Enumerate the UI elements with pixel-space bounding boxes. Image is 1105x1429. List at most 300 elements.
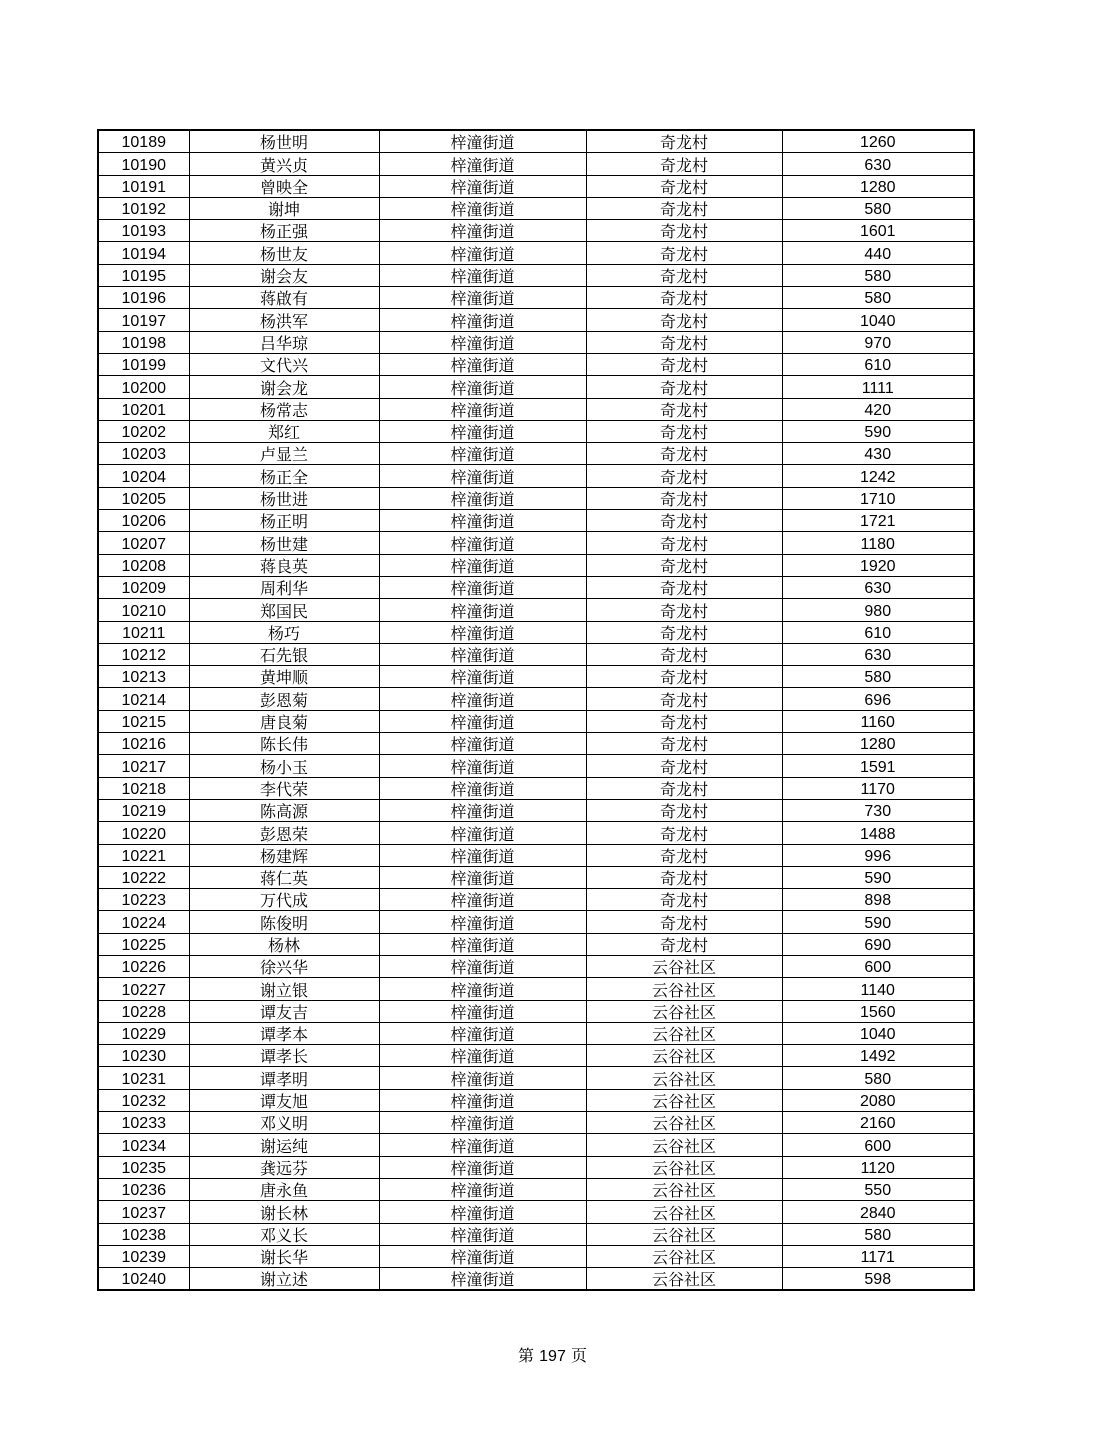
street-cell: 梓潼街道 (379, 443, 586, 465)
amount-cell: 600 (782, 1134, 974, 1156)
table-row (98, 799, 974, 821)
street-cell: 梓潼街道 (379, 1245, 586, 1267)
name-cell: 谭友旭 (189, 1089, 379, 1111)
table-row (98, 175, 974, 197)
street-cell: 梓潼街道 (379, 1268, 586, 1291)
name-cell: 杨世进 (189, 487, 379, 509)
street-cell: 梓潼街道 (379, 554, 586, 576)
id-cell: 10204 (98, 465, 189, 487)
name-cell: 杨建辉 (189, 844, 379, 866)
street-cell: 梓潼街道 (379, 130, 586, 153)
table-row (98, 1134, 974, 1156)
street-cell: 梓潼街道 (379, 599, 586, 621)
amount-cell: 1721 (782, 510, 974, 532)
table-row (98, 933, 974, 955)
amount-cell: 590 (782, 866, 974, 888)
table-row (98, 309, 974, 331)
table-row (98, 733, 974, 755)
amount-cell: 1170 (782, 777, 974, 799)
name-cell: 谭友吉 (189, 1000, 379, 1022)
amount-cell: 1591 (782, 755, 974, 777)
table-row (98, 621, 974, 643)
village-cell: 奇龙村 (586, 799, 782, 821)
village-cell: 奇龙村 (586, 376, 782, 398)
village-cell: 奇龙村 (586, 264, 782, 286)
street-cell: 梓潼街道 (379, 175, 586, 197)
id-cell: 10200 (98, 376, 189, 398)
table-row (98, 1156, 974, 1178)
street-cell: 梓潼街道 (379, 331, 586, 353)
name-cell: 郑国民 (189, 599, 379, 621)
village-cell: 奇龙村 (586, 487, 782, 509)
street-cell: 梓潼街道 (379, 955, 586, 977)
name-cell: 唐永鱼 (189, 1178, 379, 1200)
street-cell: 梓潼街道 (379, 978, 586, 1000)
table-row (98, 1112, 974, 1134)
amount-cell: 898 (782, 889, 974, 911)
street-cell: 梓潼街道 (379, 710, 586, 732)
amount-cell: 1492 (782, 1045, 974, 1067)
village-cell: 奇龙村 (586, 153, 782, 175)
name-cell: 卢显兰 (189, 443, 379, 465)
name-cell: 蒋啟有 (189, 287, 379, 309)
street-cell: 梓潼街道 (379, 1201, 586, 1223)
village-cell: 奇龙村 (586, 532, 782, 554)
table-row (98, 755, 974, 777)
village-cell: 奇龙村 (586, 576, 782, 598)
table-row (98, 688, 974, 710)
id-cell: 10199 (98, 353, 189, 375)
amount-cell: 630 (782, 153, 974, 175)
table-row (98, 420, 974, 442)
amount-cell: 590 (782, 420, 974, 442)
street-cell: 梓潼街道 (379, 1067, 586, 1089)
id-cell: 10210 (98, 599, 189, 621)
id-cell: 10237 (98, 1201, 189, 1223)
amount-cell: 610 (782, 353, 974, 375)
village-cell: 云谷社区 (586, 1134, 782, 1156)
table-row (98, 487, 974, 509)
id-cell: 10207 (98, 532, 189, 554)
street-cell: 梓潼街道 (379, 777, 586, 799)
table-row (98, 376, 974, 398)
name-cell: 彭恩菊 (189, 688, 379, 710)
village-cell: 奇龙村 (586, 287, 782, 309)
id-cell: 10213 (98, 666, 189, 688)
name-cell: 万代成 (189, 889, 379, 911)
table-row (98, 353, 974, 375)
street-cell: 梓潼街道 (379, 1045, 586, 1067)
name-cell: 杨常志 (189, 398, 379, 420)
amount-cell: 696 (782, 688, 974, 710)
street-cell: 梓潼街道 (379, 287, 586, 309)
id-cell: 10209 (98, 576, 189, 598)
name-cell: 谢立述 (189, 1268, 379, 1291)
street-cell: 梓潼街道 (379, 510, 586, 532)
id-cell: 10231 (98, 1067, 189, 1089)
table-row (98, 1022, 974, 1044)
amount-cell: 580 (782, 197, 974, 219)
amount-cell: 580 (782, 1223, 974, 1245)
table-row (98, 153, 974, 175)
amount-cell: 430 (782, 443, 974, 465)
amount-cell: 1180 (782, 532, 974, 554)
street-cell: 梓潼街道 (379, 889, 586, 911)
amount-cell: 1120 (782, 1156, 974, 1178)
amount-cell: 980 (782, 599, 974, 621)
amount-cell: 1488 (782, 822, 974, 844)
name-cell: 谭孝长 (189, 1045, 379, 1067)
amount-cell: 1171 (782, 1245, 974, 1267)
amount-cell: 1280 (782, 175, 974, 197)
name-cell: 吕华琼 (189, 331, 379, 353)
table-row (98, 264, 974, 286)
village-cell: 奇龙村 (586, 510, 782, 532)
amount-cell: 600 (782, 955, 974, 977)
street-cell: 梓潼街道 (379, 376, 586, 398)
name-cell: 郑红 (189, 420, 379, 442)
page-number: 197 (539, 1348, 566, 1365)
id-cell: 10191 (98, 175, 189, 197)
id-cell: 10229 (98, 1022, 189, 1044)
name-cell: 谢坤 (189, 197, 379, 219)
village-cell: 奇龙村 (586, 175, 782, 197)
table-row (98, 220, 974, 242)
table-row (98, 443, 974, 465)
street-cell: 梓潼街道 (379, 420, 586, 442)
amount-cell: 580 (782, 1067, 974, 1089)
name-cell: 谢长华 (189, 1245, 379, 1267)
street-cell: 梓潼街道 (379, 844, 586, 866)
street-cell: 梓潼街道 (379, 688, 586, 710)
amount-cell: 630 (782, 643, 974, 665)
street-cell: 梓潼街道 (379, 933, 586, 955)
id-cell: 10201 (98, 398, 189, 420)
amount-cell: 1710 (782, 487, 974, 509)
amount-cell: 1601 (782, 220, 974, 242)
street-cell: 梓潼街道 (379, 1089, 586, 1111)
amount-cell: 550 (782, 1178, 974, 1200)
street-cell: 梓潼街道 (379, 465, 586, 487)
name-cell: 杨正全 (189, 465, 379, 487)
street-cell: 梓潼街道 (379, 1000, 586, 1022)
name-cell: 陈长伟 (189, 733, 379, 755)
amount-cell: 1140 (782, 978, 974, 1000)
table-row (98, 331, 974, 353)
id-cell: 10190 (98, 153, 189, 175)
id-cell: 10195 (98, 264, 189, 286)
amount-cell: 1040 (782, 309, 974, 331)
amount-cell: 580 (782, 287, 974, 309)
table-row (98, 599, 974, 621)
name-cell: 石先银 (189, 643, 379, 665)
amount-cell: 690 (782, 933, 974, 955)
street-cell: 梓潼街道 (379, 353, 586, 375)
name-cell: 唐良菊 (189, 710, 379, 732)
amount-cell: 2160 (782, 1112, 974, 1134)
amount-cell: 1920 (782, 554, 974, 576)
id-cell: 10206 (98, 510, 189, 532)
id-cell: 10192 (98, 197, 189, 219)
village-cell: 云谷社区 (586, 1000, 782, 1022)
street-cell: 梓潼街道 (379, 153, 586, 175)
village-cell: 奇龙村 (586, 309, 782, 331)
name-cell: 邓义明 (189, 1112, 379, 1134)
table-row (98, 1223, 974, 1245)
table-row (98, 1067, 974, 1089)
village-cell: 奇龙村 (586, 220, 782, 242)
street-cell: 梓潼街道 (379, 799, 586, 821)
id-cell: 10226 (98, 955, 189, 977)
village-cell: 云谷社区 (586, 1089, 782, 1111)
name-cell: 蒋仁英 (189, 866, 379, 888)
village-cell: 云谷社区 (586, 1268, 782, 1291)
village-cell: 奇龙村 (586, 666, 782, 688)
table-row (98, 777, 974, 799)
id-cell: 10194 (98, 242, 189, 264)
village-cell: 奇龙村 (586, 777, 782, 799)
table-row (98, 1268, 974, 1291)
footer-suffix: 页 (570, 1346, 587, 1365)
id-cell: 10189 (98, 130, 189, 153)
name-cell: 谭孝本 (189, 1022, 379, 1044)
amount-cell: 598 (782, 1268, 974, 1291)
id-cell: 10235 (98, 1156, 189, 1178)
name-cell: 黄兴贞 (189, 153, 379, 175)
id-cell: 10212 (98, 643, 189, 665)
id-cell: 10203 (98, 443, 189, 465)
name-cell: 谢会龙 (189, 376, 379, 398)
street-cell: 梓潼街道 (379, 1178, 586, 1200)
name-cell: 邓义长 (189, 1223, 379, 1245)
id-cell: 10238 (98, 1223, 189, 1245)
name-cell: 杨世友 (189, 242, 379, 264)
street-cell: 梓潼街道 (379, 487, 586, 509)
amount-cell: 996 (782, 844, 974, 866)
village-cell: 奇龙村 (586, 420, 782, 442)
village-cell: 奇龙村 (586, 331, 782, 353)
id-cell: 10211 (98, 621, 189, 643)
amount-cell: 2840 (782, 1201, 974, 1223)
village-cell: 奇龙村 (586, 353, 782, 375)
table-row (98, 866, 974, 888)
table-row (98, 197, 974, 219)
amount-cell: 610 (782, 621, 974, 643)
name-cell: 杨巧 (189, 621, 379, 643)
street-cell: 梓潼街道 (379, 621, 586, 643)
id-cell: 10230 (98, 1045, 189, 1067)
name-cell: 周利华 (189, 576, 379, 598)
name-cell: 谢长林 (189, 1201, 379, 1223)
name-cell: 谢会友 (189, 264, 379, 286)
street-cell: 梓潼街道 (379, 576, 586, 598)
id-cell: 10221 (98, 844, 189, 866)
street-cell: 梓潼街道 (379, 242, 586, 264)
id-cell: 10240 (98, 1268, 189, 1291)
street-cell: 梓潼街道 (379, 1134, 586, 1156)
name-cell: 杨正强 (189, 220, 379, 242)
village-cell: 奇龙村 (586, 443, 782, 465)
table-row (98, 242, 974, 264)
id-cell: 10227 (98, 978, 189, 1000)
village-cell: 奇龙村 (586, 733, 782, 755)
amount-cell: 1040 (782, 1022, 974, 1044)
village-cell: 奇龙村 (586, 710, 782, 732)
village-cell: 云谷社区 (586, 955, 782, 977)
id-cell: 10222 (98, 866, 189, 888)
name-cell: 黄坤顺 (189, 666, 379, 688)
village-cell: 奇龙村 (586, 465, 782, 487)
village-cell: 奇龙村 (586, 844, 782, 866)
street-cell: 梓潼街道 (379, 755, 586, 777)
name-cell: 谢运纯 (189, 1134, 379, 1156)
data-table (97, 129, 975, 1291)
village-cell: 奇龙村 (586, 554, 782, 576)
village-cell: 奇龙村 (586, 197, 782, 219)
id-cell: 10236 (98, 1178, 189, 1200)
street-cell: 梓潼街道 (379, 911, 586, 933)
name-cell: 蒋良英 (189, 554, 379, 576)
table-body (98, 130, 974, 1290)
village-cell: 云谷社区 (586, 1067, 782, 1089)
village-cell: 奇龙村 (586, 911, 782, 933)
id-cell: 10208 (98, 554, 189, 576)
table-row (98, 955, 974, 977)
village-cell: 奇龙村 (586, 933, 782, 955)
table-row (98, 710, 974, 732)
amount-cell: 630 (782, 576, 974, 598)
id-cell: 10234 (98, 1134, 189, 1156)
table-row (98, 844, 974, 866)
id-cell: 10217 (98, 755, 189, 777)
id-cell: 10198 (98, 331, 189, 353)
table-row (98, 465, 974, 487)
name-cell: 曾映全 (189, 175, 379, 197)
table-row (98, 666, 974, 688)
name-cell: 陈高源 (189, 799, 379, 821)
amount-cell: 580 (782, 264, 974, 286)
id-cell: 10215 (98, 710, 189, 732)
street-cell: 梓潼街道 (379, 733, 586, 755)
amount-cell: 730 (782, 799, 974, 821)
id-cell: 10219 (98, 799, 189, 821)
street-cell: 梓潼街道 (379, 1223, 586, 1245)
village-cell: 云谷社区 (586, 1022, 782, 1044)
amount-cell: 1260 (782, 130, 974, 153)
id-cell: 10218 (98, 777, 189, 799)
amount-cell: 1111 (782, 376, 974, 398)
table-row (98, 532, 974, 554)
id-cell: 10202 (98, 420, 189, 442)
name-cell: 杨小玉 (189, 755, 379, 777)
table-row (98, 1000, 974, 1022)
village-cell: 奇龙村 (586, 130, 782, 153)
street-cell: 梓潼街道 (379, 309, 586, 331)
amount-cell: 580 (782, 666, 974, 688)
village-cell: 云谷社区 (586, 1112, 782, 1134)
amount-cell: 440 (782, 242, 974, 264)
name-cell: 杨正明 (189, 510, 379, 532)
village-cell: 云谷社区 (586, 1223, 782, 1245)
table-row (98, 643, 974, 665)
name-cell: 彭恩荣 (189, 822, 379, 844)
table-row (98, 398, 974, 420)
street-cell: 梓潼街道 (379, 643, 586, 665)
id-cell: 10205 (98, 487, 189, 509)
name-cell: 杨世明 (189, 130, 379, 153)
page-footer (0, 1343, 1105, 1366)
street-cell: 梓潼街道 (379, 866, 586, 888)
street-cell: 梓潼街道 (379, 1022, 586, 1044)
street-cell: 梓潼街道 (379, 1156, 586, 1178)
street-cell: 梓潼街道 (379, 532, 586, 554)
amount-cell: 1560 (782, 1000, 974, 1022)
village-cell: 云谷社区 (586, 978, 782, 1000)
table-row (98, 554, 974, 576)
village-cell: 奇龙村 (586, 398, 782, 420)
id-cell: 10233 (98, 1112, 189, 1134)
name-cell: 徐兴华 (189, 955, 379, 977)
amount-cell: 420 (782, 398, 974, 420)
village-cell: 奇龙村 (586, 755, 782, 777)
street-cell: 梓潼街道 (379, 666, 586, 688)
amount-cell: 1160 (782, 710, 974, 732)
village-cell: 云谷社区 (586, 1045, 782, 1067)
street-cell: 梓潼街道 (379, 822, 586, 844)
village-cell: 奇龙村 (586, 643, 782, 665)
table-row (98, 287, 974, 309)
table-row (98, 1089, 974, 1111)
id-cell: 10220 (98, 822, 189, 844)
name-cell: 龚远芬 (189, 1156, 379, 1178)
village-cell: 奇龙村 (586, 599, 782, 621)
village-cell: 云谷社区 (586, 1156, 782, 1178)
name-cell: 陈俊明 (189, 911, 379, 933)
table-row (98, 911, 974, 933)
amount-cell: 2080 (782, 1089, 974, 1111)
id-cell: 10223 (98, 889, 189, 911)
table-row (98, 889, 974, 911)
street-cell: 梓潼街道 (379, 264, 586, 286)
amount-cell: 970 (782, 331, 974, 353)
amount-cell: 590 (782, 911, 974, 933)
village-cell: 云谷社区 (586, 1178, 782, 1200)
table-row (98, 1178, 974, 1200)
name-cell: 谭孝明 (189, 1067, 379, 1089)
name-cell: 杨世建 (189, 532, 379, 554)
amount-cell: 1280 (782, 733, 974, 755)
table-row (98, 130, 974, 153)
id-cell: 10196 (98, 287, 189, 309)
village-cell: 奇龙村 (586, 889, 782, 911)
name-cell: 杨林 (189, 933, 379, 955)
table-row (98, 576, 974, 598)
id-cell: 10239 (98, 1245, 189, 1267)
village-cell: 奇龙村 (586, 688, 782, 710)
table-row (98, 1045, 974, 1067)
table-row (98, 978, 974, 1000)
table-row (98, 1245, 974, 1267)
id-cell: 10193 (98, 220, 189, 242)
table-row (98, 1201, 974, 1223)
id-cell: 10232 (98, 1089, 189, 1111)
id-cell: 10224 (98, 911, 189, 933)
name-cell: 杨洪军 (189, 309, 379, 331)
id-cell: 10225 (98, 933, 189, 955)
village-cell: 奇龙村 (586, 621, 782, 643)
id-cell: 10197 (98, 309, 189, 331)
street-cell: 梓潼街道 (379, 398, 586, 420)
